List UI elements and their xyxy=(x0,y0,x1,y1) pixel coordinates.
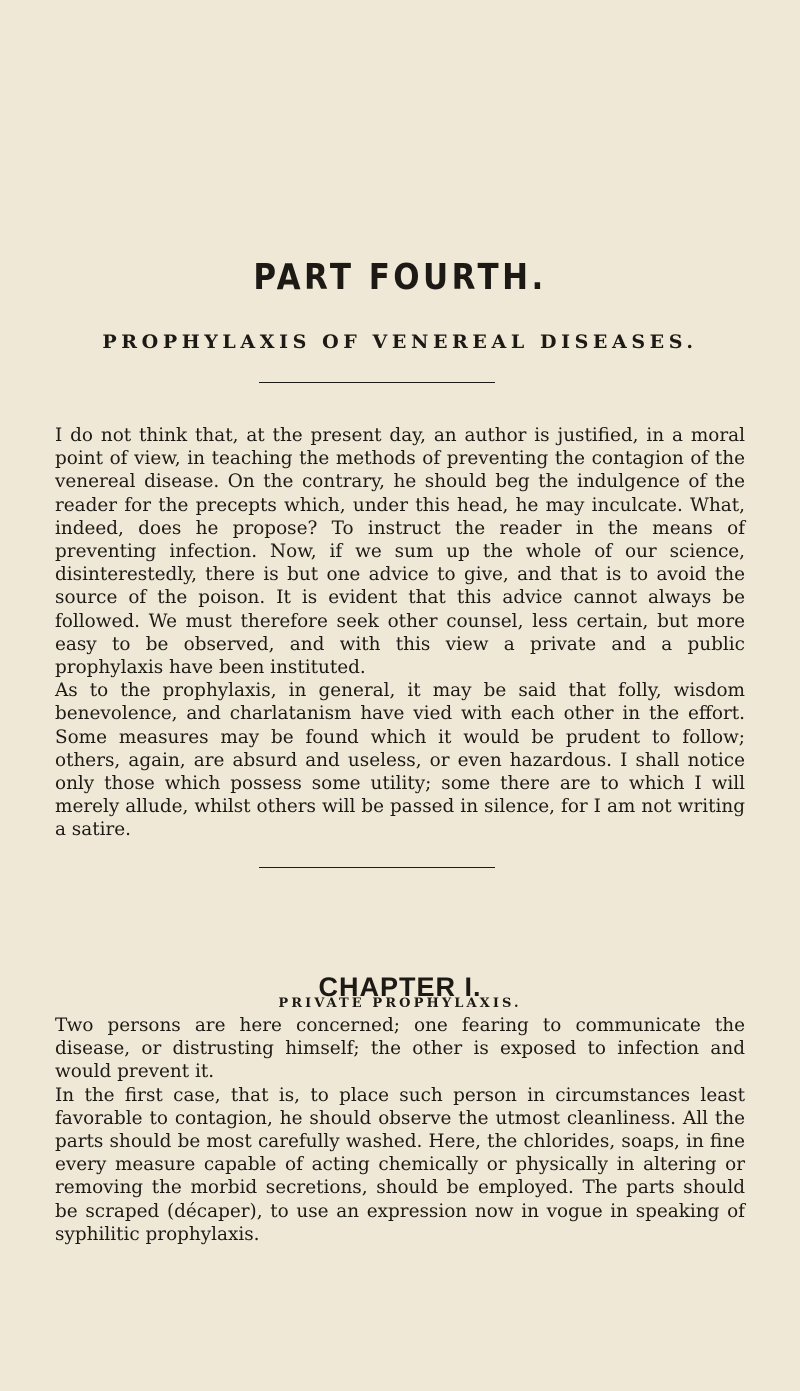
book-page xyxy=(55,0,745,1391)
intro-paragraph-1: I do not think that, at the present day, an author is justified, in a moral point of view, in teaching the methods of preventing the contagion of the venereal disease. On the contrary, he should beg the indulgence of the reader for the precepts which, under this head, he may inculcate. What, indeed, does he propose? To instruct the reader in the means of preventing infection. Now, if we sum up the whole of our science, disinterestedly, there is but one advice to give, and that is to avoid the source of the poison. It is evident that this advice cannot always be followed. We must therefore seek other counsel, less certain, but more easy to be observed, and with this view a private and a public prophylaxis have been instituted. xyxy=(55,425,745,679)
chapter-paragraph-1: Two persons are here concerned; one fearing to communicate the disease, or distrusting himself; the other is exposed to infection and would prevent it. xyxy=(55,1015,745,1083)
chapter-paragraph-2: In the first case, that is, to place such person in circumstances least favorable to contagion, he should observe the utmost cleanliness. All the parts should be most carefully washed. Here, the chlorides, soaps, in fine every measure capable of acting chemically or physically in altering or removing the morbid secretions, should be employed. The parts should be scraped (décaper), to use an expression now in vogue in speaking of syphilitic prophylaxis. xyxy=(55,1084,745,1245)
chapter-divider xyxy=(259,867,495,868)
introduction-section xyxy=(55,424,745,842)
part-subtitle: PROPHYLAXIS OF VENEREAL DISEASES. xyxy=(102,330,698,353)
chapter-text xyxy=(55,1014,745,1246)
section-divider xyxy=(259,382,495,383)
part-title: PART FOURTH. xyxy=(253,257,547,299)
chapter-subtitle: PRIVATE PROPHYLAXIS. xyxy=(278,996,522,1011)
intro-paragraph-2: As to the prophylaxis, in general, it may be said that folly, wisdom benevolence, and charlatanism have vied with each other in the effort. Some measures may be found which it would be prudent to follow; others, again, are absurd and useless, or even hazardous. I shall notice only those which possess some utility; some there are to which I will merely allude, whilst others will be passed in silence, for I am not writing a satire. xyxy=(55,680,745,841)
chapter-title: CHAPTER I. xyxy=(318,972,482,1003)
